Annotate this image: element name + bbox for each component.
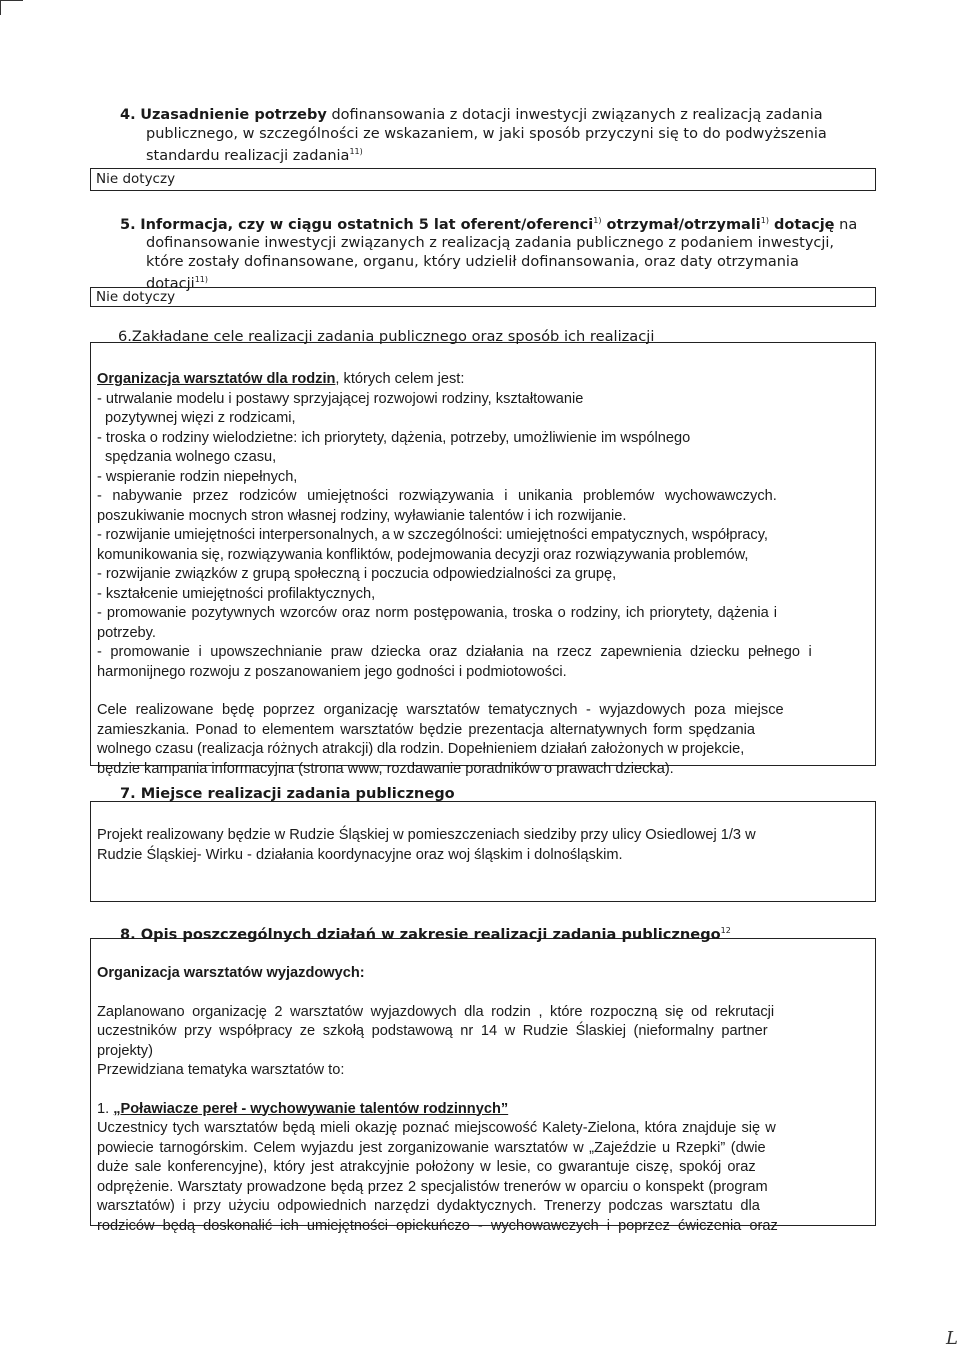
section-6-closing-4: będzie kampania informacyjna (strona www, rozdawanie poradników o prawach dziecka).: [97, 760, 674, 777]
section-5: [120, 212, 880, 294]
section-8-item1-title: „Poławiacze pereł - wychowywanie talentów rodzinnych”: [113, 1100, 509, 1117]
section-5-title: Informacja, czy w ciągu ostatnich 5 lat oferent/oferenci: [140, 216, 594, 233]
section-6-item-11: - kształcenie umiejętności profilaktycznych,: [97, 585, 376, 602]
section-6-item-13: potrzeby.: [97, 624, 156, 641]
section-8-body: [97, 964, 863, 1236]
section-5-line-2: dofinansowanie inwestycji związanych z realizacją zadania publicznego z podaniem inwestycji,: [146, 235, 835, 252]
section-5-fn2: 1): [760, 216, 769, 225]
section-7-heading: 7. Miejsce realizacji zadania publicznego: [120, 785, 455, 802]
section-6-closing-3: wolnego czasu (realizacja różnych atrakcji) dla rodzin. Dopełnieniem działań założonych w projekcie,: [97, 741, 745, 757]
section-6-item-4: spędzania wolnego czasu,: [105, 449, 277, 465]
section-6-item-2: pozytywnej więzi z rodzicami,: [105, 410, 296, 426]
handwritten-margin-mark: L: [946, 1328, 958, 1349]
section-4-answer-box: [90, 168, 876, 191]
section-5-title-3: dotację: [769, 216, 835, 233]
section-5-fn1: 1): [593, 216, 602, 225]
section-4-number: 4.: [120, 107, 136, 123]
section-4: [120, 106, 850, 165]
section-6-item-5: - wspieranie rodzin niepełnych,: [97, 468, 298, 485]
section-8-subheading: Organizacja warsztatów wyjazdowych:: [97, 965, 365, 981]
section-5-number: 5.: [120, 216, 136, 233]
section-5-line-4: dotacji: [146, 276, 195, 293]
section-5-footnote: 11): [194, 275, 208, 285]
section-5-title-2: otrzymał/otrzymali: [601, 216, 761, 233]
section-8-footnote: 12: [720, 926, 731, 935]
section-6-heading: 6.Zakładane cele realizacji zadania publicznego oraz sposób ich realizacji: [118, 328, 655, 345]
section-7-line-2: Rudzie Śląskiej- Wirku - działania koordynacyjne oraz woj śląskim i dolnośląskim.: [97, 846, 623, 863]
section-8-item1-number: 1.: [97, 1100, 114, 1117]
section-5-answer-box: [90, 287, 876, 307]
section-6-item-14: - promowanie i upowszechnianie praw dziecka oraz działania na rzecz zapewnienia dziecku pełnego i: [97, 644, 812, 660]
section-4-line-2: publicznego, w szczególności ze wskazaniem, w jaki sposób przyczyni się to do podwyższenia: [146, 125, 827, 142]
section-6-item-7: poszukiwanie mocnych stron własnej rodziny, wyławianie talentów i ich rozwijanie.: [97, 507, 627, 524]
section-4-answer: Nie dotyczy: [96, 171, 176, 187]
section-8-para2-line-5: warsztatów) i przy użyciu odpowiednich narzędzi dydaktycznych. Trenerzy podczas warsztatu dla: [97, 1198, 760, 1214]
section-8-para2-line-1: Uczestnicy tych warsztatów będą mieli okazję poznać miejscowość Kalety-Zielona, która znajduje się w: [97, 1120, 776, 1136]
section-6-intro-underlined: Organizacja warsztatów dla rodzin: [97, 371, 336, 387]
section-6-item-12: - promowanie pozytywnych wzorców oraz norm postępowania, troska o rodziny, ich priorytety, dążenia i: [97, 605, 778, 621]
section-8-para2-line-6: rodziców będą doskonalić ich umiejętności opiekuńczo - wychowawczych i poprzez ćwiczenia oraz: [97, 1217, 778, 1234]
section-5-line-1: na: [834, 216, 858, 233]
section-4-line-1: dofinansowania z dotacji inwestycji związanych z realizacją zadania: [326, 107, 823, 123]
section-8-para2-line-4: odprężenie. Warsztaty prowadzone będą przez 2 specjalistów trenerów w oparciu o konspekt (program: [97, 1178, 768, 1195]
section-6-item-15: harmonijnego rozwoju z poszanowaniem jego godności i podmiotowości.: [97, 663, 567, 680]
section-6-item-9: komunikowania się, rozwiązywania konfliktów, podejmowania decyzji oraz rozwiązywania problemów,: [97, 546, 749, 563]
section-6-item-10: - rozwijanie związków z grupą społeczną i poczucia odpowiedzialności za grupę,: [97, 566, 617, 582]
section-8-para1-line-2: uczestników przy współpracy ze szkołą podstawową nr 14 w Rudzie Ślaskiej (nieformalny partner: [97, 1023, 768, 1039]
section-8-para2-line-2: powiecie tarnogórskim. Celem wyjazdu jest zorganizowanie warsztatów w „Zajeździe u Rzepki” (dwie: [97, 1139, 766, 1156]
section-4-title: Uzasadnienie potrzeby: [140, 107, 327, 123]
section-8-heading: 8. Opis poszczególnych działań w zakresie realizacji zadania publicznego: [120, 925, 721, 943]
section-5-answer: Nie dotyczy: [96, 289, 176, 305]
section-8-para1-line-4: Przewidziana tematyka warsztatów to:: [97, 1062, 345, 1078]
section-7-body: [97, 826, 863, 865]
section-5-line-3: które zostały dofinansowane, organu, który udzielił dofinansowania, oraz daty otrzymania: [146, 253, 799, 270]
section-6-item-8: - rozwijanie umiejętności interpersonalnych, a w szczególności: umiejętności empatycznych, współpracy,: [97, 527, 768, 543]
section-8-para1-line-3: projekty): [97, 1042, 153, 1059]
section-8-para2-line-3: duże sale konferencyjne), który jest atrakcyjnie położony w lesie, co gwarantuje ciszę, spokój oraz: [97, 1159, 756, 1175]
section-6-intro-rest: , których celem jest:: [335, 371, 465, 387]
section-4-line-3: standardu realizacji zadania: [146, 147, 350, 164]
section-6-item-3: - troska o rodziny wielodzietne: ich priorytety, dążenia, potrzeby, umożliwienie im wspólnego: [97, 429, 691, 446]
section-6-closing-1: Cele realizowane będę poprzez organizację warsztatów tematycznych - wyjazdowych poza miejsce: [97, 702, 784, 718]
section-8-bottom-rule: [90, 1225, 876, 1226]
section-8-para1-line-1: Zaplanowano organizację 2 warsztatów wyjazdowych dla rodzin , które rozpoczną się od rekrutacji: [97, 1003, 775, 1020]
section-4-footnote: 11): [349, 147, 363, 156]
section-6-body: [97, 370, 863, 779]
section-8-heading-wrap: [120, 921, 731, 944]
section-7-line-1: Projekt realizowany będzie w Rudzie Śląskiej w pomieszczeniach siedziby przy ulicy Osiedlowej 1/3 w: [97, 827, 756, 843]
scan-corner-mark: [0, 0, 23, 15]
section-6-item-1: - utrwalanie modelu i postawy sprzyjającej rozwojowi rodziny, kształtowanie: [97, 390, 584, 407]
section-6-closing-2: zamieszkania. Ponad to elementem warsztatów będzie prezentacja alternatywnych form spędzania: [97, 721, 756, 738]
section-6-item-6: - nabywanie przez rodziców umiejętności rozwiązywania i unikania problemów wychowawczych.: [97, 488, 777, 504]
